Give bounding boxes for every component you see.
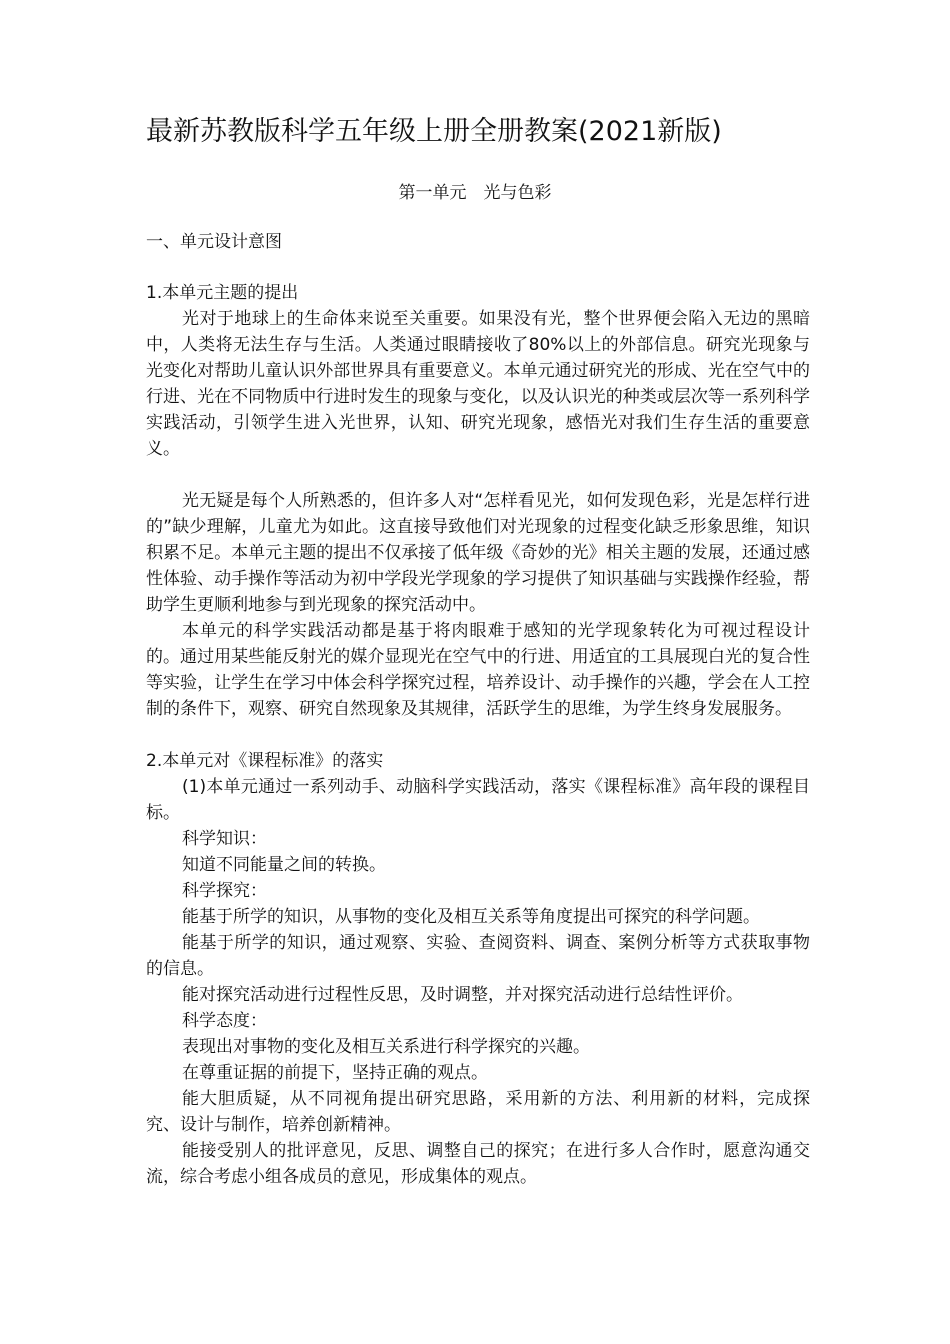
paragraph: (1)本单元通过一系列动手、动脑科学实践活动，落实《课程标准》高年段的课程目标。 bbox=[146, 777, 810, 823]
unit-title: 第一单元 光与色彩 bbox=[398, 183, 552, 203]
paragraph: 光对于地球上的生命体来说至关重要。如果没有光，整个世界便会陷入无边的黑暗中，人类将无法生存与生活。人类通过眼睛接收了80%以上的外部信息。研究光现象与光变化对帮助儿童认识外部世界具有重要意义。本单元通过研究光的形成、光在空气中的行进、光在不同物质中行进时发生的现象与变化，以及认识光的种类或层次等一系列科学实践活动，引领学生进入光世界，认知、研究光现象，感悟光对我们生存生活的重要意义。 bbox=[146, 309, 810, 459]
label-science-inquiry: 科学探究： bbox=[182, 881, 267, 901]
label-science-attitude: 科学态度： bbox=[182, 1011, 267, 1031]
paragraph: 能接受别人的批评意见，反思、调整自己的探究；在进行多人合作时，愿意沟通交流，综合考虑小组各成员的意见，形成集体的观点。 bbox=[146, 1141, 810, 1187]
paragraph: 在尊重证据的前提下，坚持正确的观点。 bbox=[182, 1063, 488, 1083]
paragraph: 能大胆质疑，从不同视角提出研究思路，采用新的方法、利用新的材料，完成探究、设计与制作，培养创新精神。 bbox=[146, 1089, 810, 1135]
paragraph: 知道不同能量之间的转换。 bbox=[182, 855, 386, 875]
subsection-heading-2: 2.本单元对《课程标准》的落实 bbox=[146, 751, 384, 771]
paragraph: 光无疑是每个人所熟悉的，但许多人对“怎样看见光，如何发现色彩，光是怎样行进的”缺少理解，儿童尤为如此。这直接导致他们对光现象的过程变化缺乏形象思维，知识积累不足。本单元主题的提出不仅承接了低年级《奇妙的光》相关主题的发展，还通过感性体验、动手操作等活动为初中学段光学现象的学习提供了知识基础与实践操作经验，帮助学生更顺利地参与到光现象的探究活动中。 bbox=[146, 491, 810, 615]
paragraph: 能基于所学的知识，从事物的变化及相互关系等角度提出可探究的科学问题。 bbox=[182, 907, 760, 927]
label-science-knowledge: 科学知识： bbox=[182, 829, 267, 849]
paragraph-gap bbox=[146, 722, 810, 748]
document-title: 最新苏教版科学五年级上册全册教案(2021新版) bbox=[146, 116, 722, 147]
subsection-heading-1: 1.本单元主题的提出 bbox=[146, 283, 299, 303]
paragraph: 能对探究活动进行过程性反思，及时调整，并对探究活动进行总结性评价。 bbox=[182, 985, 743, 1005]
paragraph: 表现出对事物的变化及相互关系进行科学探究的兴趣。 bbox=[182, 1037, 590, 1057]
section-heading: 一、单元设计意图 bbox=[146, 232, 282, 252]
document-body bbox=[146, 280, 810, 1190]
paragraph: 本单元的科学实践活动都是基于将肉眼难于感知的光学现象转化为可视过程设计的。通过用某些能反射光的媒介显现光在空气中的行进、用适宜的工具展现白光的复合性等实验，让学生在学习中体会科学探究过程，培养设计、动手操作的兴趣，学会在人工控制的条件下，观察、研究自然现象及其规律，活跃学生的思维，为学生终身发展服务。 bbox=[146, 621, 810, 719]
paragraph-gap bbox=[146, 462, 810, 488]
paragraph: 能基于所学的知识，通过观察、实验、查阅资料、调查、案例分析等方式获取事物的信息。 bbox=[146, 933, 810, 979]
